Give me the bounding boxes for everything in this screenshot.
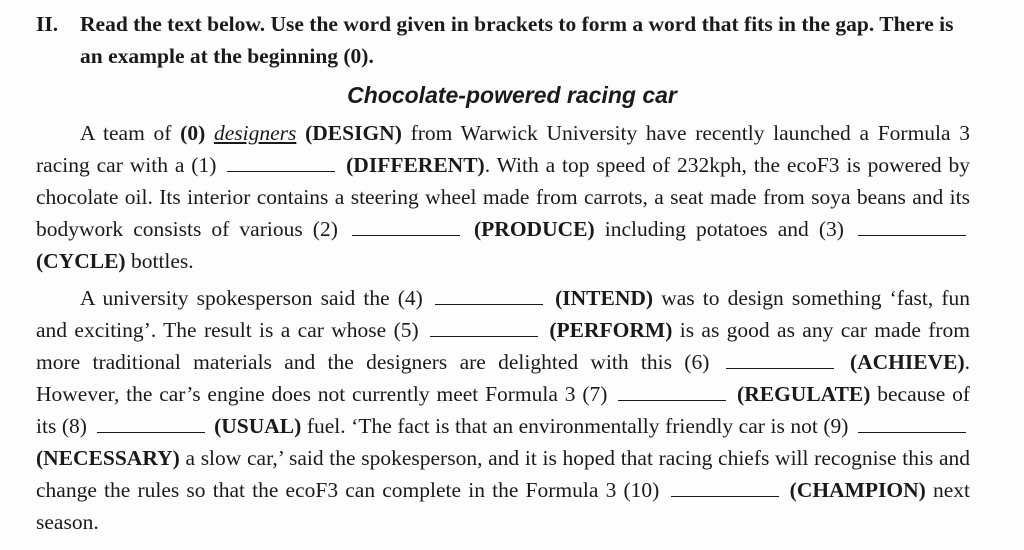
text-segment: is as good as any car made from more traditional materials and the designers are delighted with this [36,318,971,374]
text-segment: from Warwick University have recently launched a Formula 3 racing car with a [36,121,971,177]
gap-number-4: (4) [397,286,423,310]
gap-number-8: (8) [61,414,87,438]
cue-word-1: (DIFFERENT) [346,153,485,177]
gap-number-9: (9) [823,414,849,438]
gap-9-blank[interactable] [858,414,966,433]
text-segment: because of its [36,382,971,438]
text-segment: a slow car,’ said the spokesperson, and it is hoped that racing chiefs will recognise this and change the rules so that the ecoF3 can complete in the Formula 3 [36,446,970,502]
gap-number-2: (2) [312,217,338,241]
cue-word-5: (PERFORM) [549,318,673,342]
exercise-instruction [36,8,976,72]
text-segment: A university spokesperson said the [80,286,398,310]
text-segment: A team of [80,121,181,145]
gap-number-1: (1) [191,153,217,177]
gap-8-blank[interactable] [97,414,205,433]
text-segment: . However, the car’s engine does not currently meet Formula 3 [36,350,971,406]
gap-6-blank[interactable] [726,350,834,369]
cue-word-7: (REGULATE) [737,382,871,406]
example-cue-word: (DESIGN) [305,121,402,145]
text-segment: including potatoes and [594,217,819,241]
example-number: (0) [180,121,206,145]
gap-2-blank[interactable] [352,217,460,236]
gap-number-3: (3) [818,217,844,241]
text-segment: next season. [36,478,970,534]
gap-4-blank[interactable] [435,286,543,305]
paragraph-1 [36,117,970,277]
text-segment: . With a top speed of 232kph, the ecoF3 is powered by chocolate oil. Its interior contains a steering wheel made from carrots, a seat made from soya beans and its bodywork consists of various [36,153,970,241]
cue-word-9: (NECESSARY) [36,446,180,470]
gap-number-6: (6) [684,350,710,374]
gap-number-10: (10) [623,478,660,502]
text-segment: was to design something ‘fast, fun and exciting’. The result is a car whose [36,286,971,342]
cue-word-8: (USUAL) [214,414,302,438]
text-segment: fuel. ‘The fact is that an environmentally friendly car is not [301,414,824,438]
instruction-text: Read the text below. Use the word given in brackets to form a word that fits in the gap. There is an example at the beginning (0). [80,12,954,68]
exercise-number: II. [36,12,59,36]
gap-7-blank[interactable] [618,382,726,401]
gap-5-blank[interactable] [430,318,538,337]
cue-word-2: (PRODUCE) [474,217,595,241]
gap-number-5: (5) [393,318,419,342]
cue-word-10: (CHAMPION) [789,478,926,502]
text-segment: bottles. [125,249,194,273]
example-answer: designers [213,121,297,145]
gap-3-blank[interactable] [858,217,966,236]
gap-1-blank[interactable] [227,153,335,172]
cue-word-4: (INTEND) [555,286,654,310]
cue-word-3: (CYCLE) [36,249,126,273]
text-title: Chocolate-powered racing car [347,82,677,108]
cue-word-6: (ACHIEVE) [849,350,965,374]
gap-number-7: (7) [582,382,608,406]
paragraph-2 [36,282,970,538]
gap-10-blank[interactable] [671,478,779,497]
